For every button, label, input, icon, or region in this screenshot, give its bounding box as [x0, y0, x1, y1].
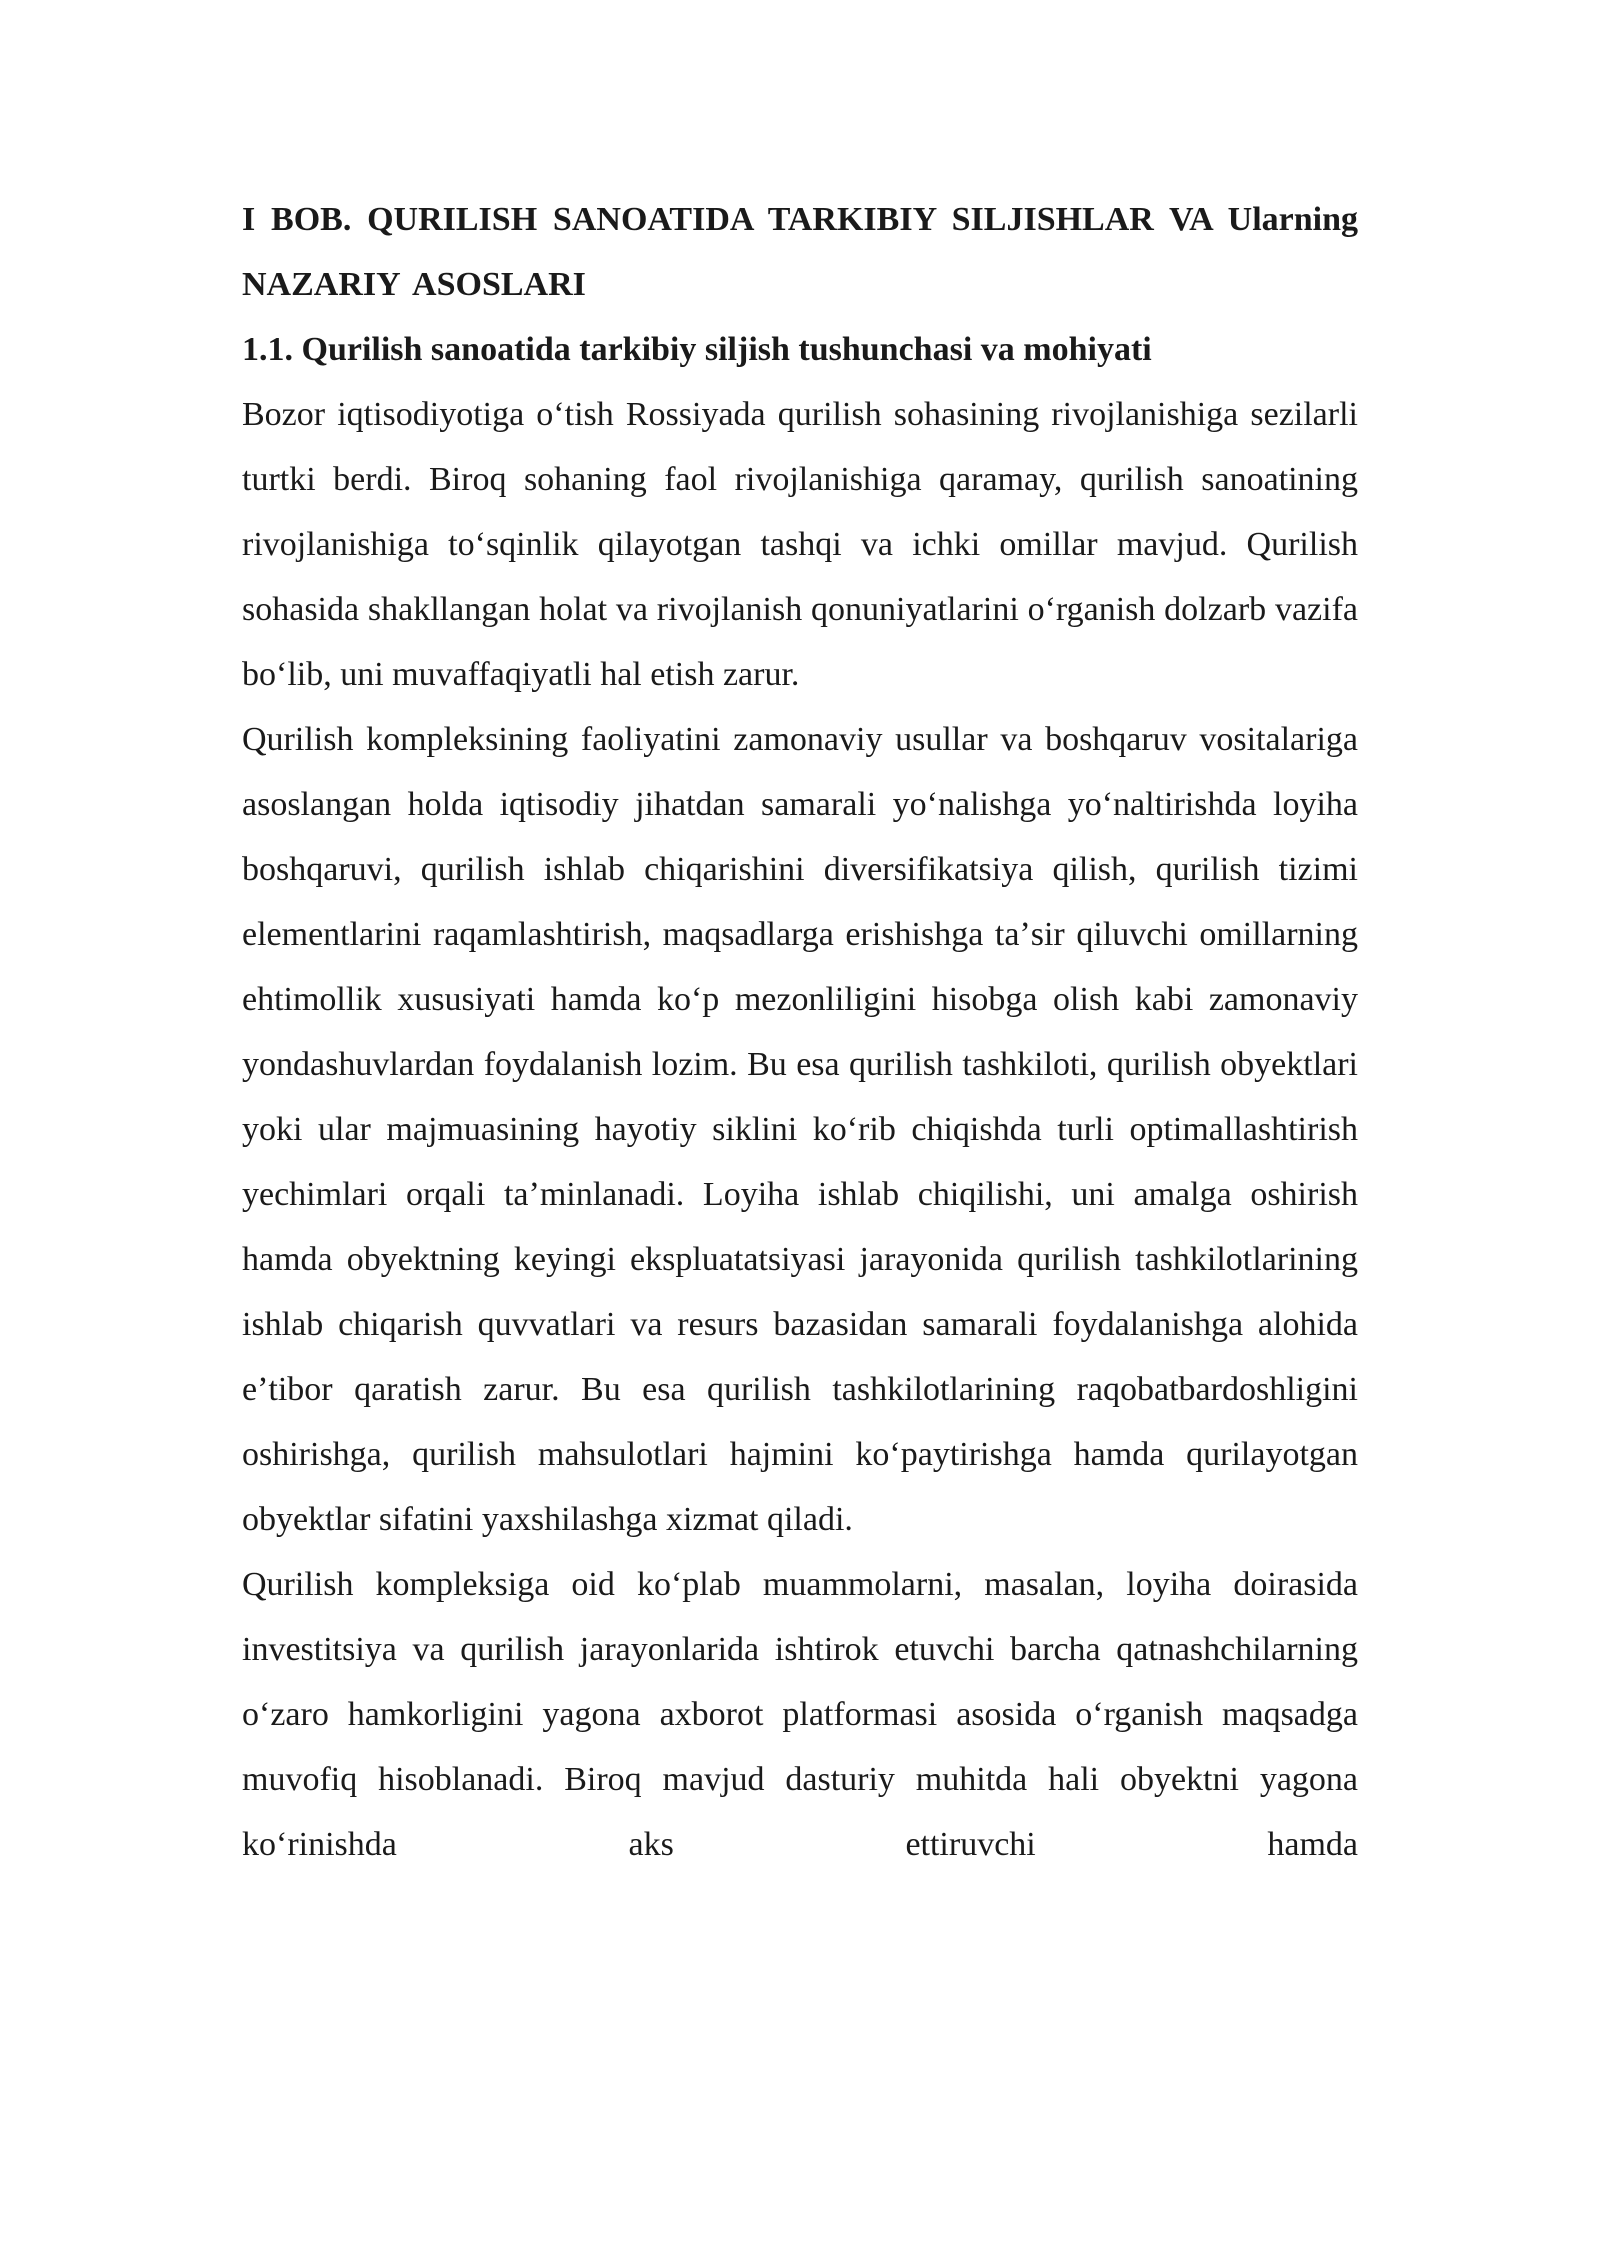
chapter-title: I BOB. QURILISH SANOATIDA TARKIBIY SILJISHLAR VA Ularning NAZARIY ASOSLARI — [242, 201, 1358, 303]
document-page — [242, 187, 1358, 1877]
section-title: 1.1. Qurilish sanoatida tarkibiy siljish tushunchasi va mohiyati — [242, 331, 1152, 368]
paragraph-2: Qurilish kompleksining faoliyatini zamonaviy usullar va boshqaruv vositalariga asoslangan holda iqtisodiy jihatdan samarali yoʻnalishga yoʻnaltirishda loyiha boshqaruvi, qurilish ishlab chiqarishini diversifikatsiya qilish, qurilish tizimi elementlarini raqamlashtirish, maqsadlarga erishishga taʼsir qiluvchi omillarning ehtimollik xususiyati hamda koʻp mezonliligini hisobga olish kabi zamonaviy yondashuvlardan foydalanish lozim. Bu esa qurilish tashkiloti, qurilish obyektlari yoki ular majmuasining hayotiy siklini koʻrib chiqishda turli optimallashtirish yechimlari orqali taʼminlanadi. Loyiha ishlab chiqilishi, uni amalga oshirish hamda obyektning keyingi ekspluatatsiyasi jarayonida qurilish tashkilotlarining ishlab chiqarish quvvatlari va resurs bazasidan samarali foydalanishga alohida eʼtibor qaratish zarur. Bu esa qurilish tashkilotlarining raqobatbardoshligini oshirishga, qurilish mahsulotlari hajmini koʻpaytirishga hamda qurilayotgan obyektlar sifatini yaxshilashga xizmat qiladi. — [242, 721, 1358, 1538]
paragraph-3: Qurilish kompleksiga oid koʻplab muammolarni, masalan, loyiha doirasida investitsiya va qurilish jarayonlarida ishtirok etuvchi barcha qatnashchilarning oʻzaro hamkorligini yagona axborot platformasi asosida oʻrganish maqsadga muvofiq hisoblanadi. Biroq mavjud dasturiy muhitda hali obyektni yagona koʻrinishda aks ettiruvchi hamda — [242, 1566, 1358, 1863]
paragraph-1: Bozor iqtisodiyotiga oʻtish Rossiyada qurilish sohasining rivojlanishiga sezilarli turtki berdi. Biroq sohaning faol rivojlanishiga qaramay, qurilish sanoatining rivojlanishiga toʻsqinlik qilayotgan tashqi va ichki omillar mavjud. Qurilish sohasida shakllangan holat va rivojlanish qonuniyatlarini oʻrganish dolzarb vazifa boʻlib, uni muvaffaqiyatli hal etish zarur. — [242, 396, 1358, 693]
